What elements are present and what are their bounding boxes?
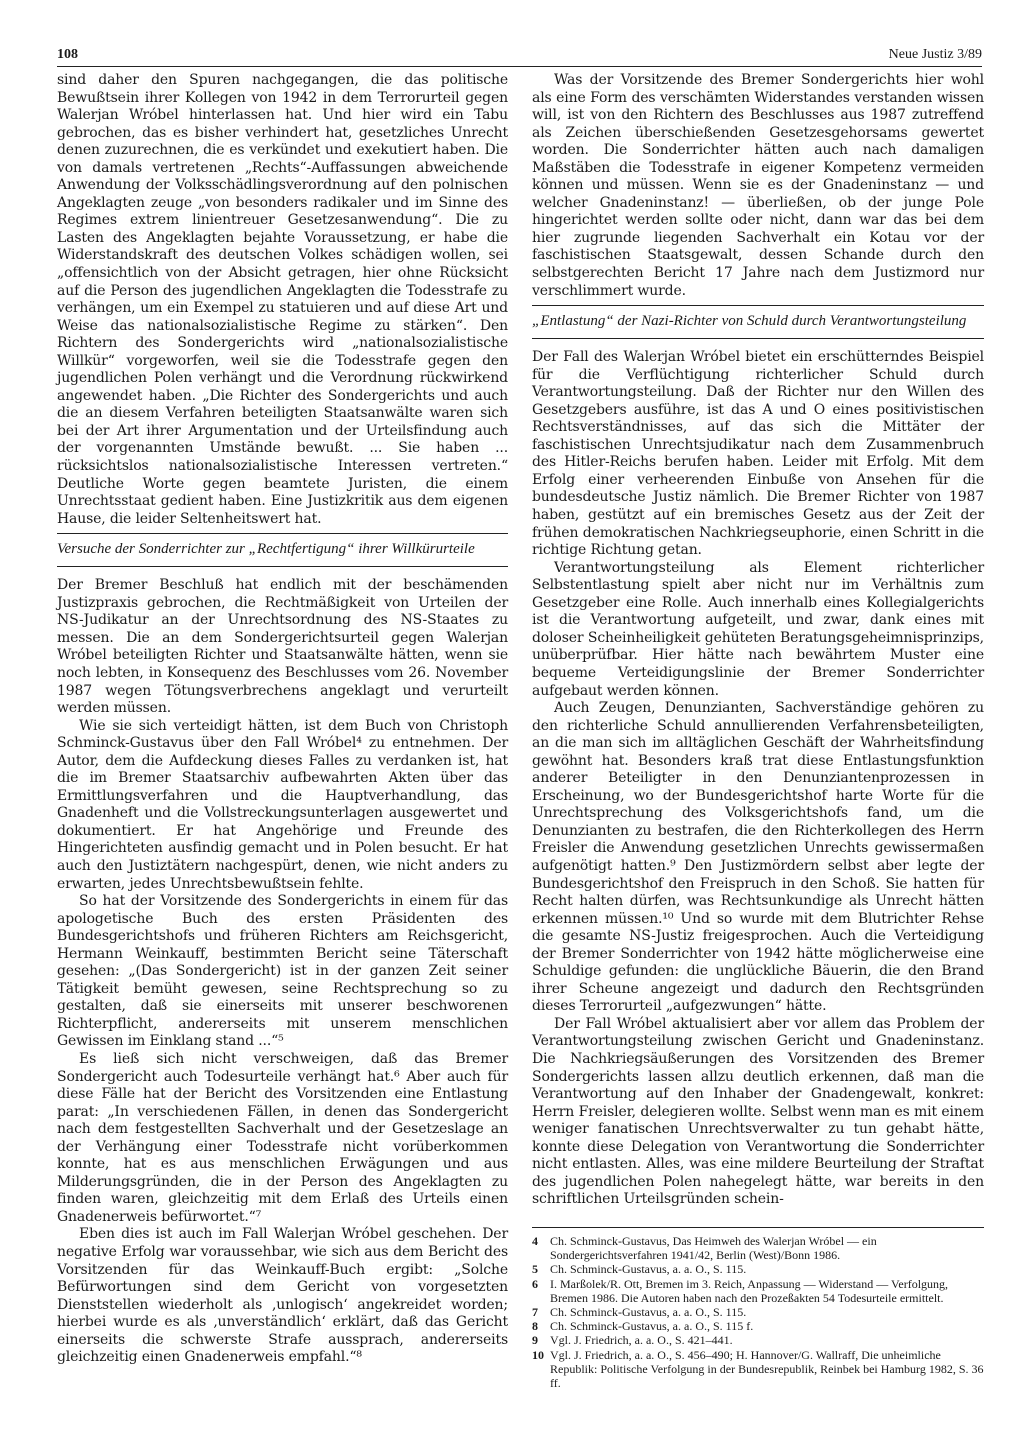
page-header [57, 47, 982, 67]
right-paragraph-3: Verantwortungsteilung als Element richterlicher Selbstentlastung spielt aber nicht nur im Verhältnis zum Gesetzgeber eine Rolle. Auch innerhalb eines Kollegialgerichts ist die Verantwortung aufgeteilt, und zwar, dank eines mit doloser Scheinheiligkeit gehüteten Beratungsgeheimnisprinzips, unüberprüfbar. Hier hätte nach bewährtem Muster eine bequeme Verteidigungslinie der Bremer Sonderrichter aufgebaut werden können. [532, 559, 984, 699]
page-number: 108 [57, 47, 78, 62]
footnote-item [532, 1333, 984, 1347]
right-paragraph-5: Der Fall Wróbel aktualisiert aber vor allem das Problem der Verantwortungsteilung zwischen Gericht und Gnadeninstanz. Die Nachkriegsäußerungen des Vorsitzenden des Bremer Sondergerichts lassen allzu deutlich erkennen, daß man die Verantwortung auf den Inhaber der Gnadengewalt, konkret: Herrn Freisler, delegieren wollte. Selbst wenn man es mit einem weniger fanatischen Unrechtsverwalter zu tun gehabt hätte, konnte diese Delegation von Verantwortung die Sonderrichter nicht entlasten. Alles, was eine mildere Beurteilung der Straftat des jugendlichen Polen nahegelegt hätte, war bereits in den schriftlichen Urteilsgründen schein- [532, 1015, 984, 1208]
footnote-number: 6 [532, 1276, 538, 1291]
footnote-text: Vgl. J. Friedrich, a. a. O., S. 456–490; H. Hannover/G. Wallraff, Die unheimliche Republik: Politische Verfolgung in der Bundesrepublik, Reinbek bei Hamburg 1982, S. 36 ff. [550, 1347, 984, 1390]
left-section-heading: Versuche der Sonderrichter zur „Rechtfertigung“ ihrer Willkürurteile [57, 541, 475, 558]
right-section-rule-top [532, 305, 984, 306]
footnote-text: Ch. Schminck-Gustavus, Das Heimweh des Walerjan Wróbel — ein Sondergerichtsverfahren 1941/42, Berlin (West)/Bonn 1986. [550, 1233, 877, 1263]
footnote-number: 10 [532, 1347, 544, 1362]
left-paragraph-6: Eben dies ist auch im Fall Walerjan Wróbel geschehen. Der negative Erfolg war voraussehbar, wie sich aus dem Bericht des Vorsitzenden für das Weinkauff-Buch ergibt: „Solche Befürwortungen sind dem Gericht von vorgesetzten Dienststellen wiederholt als ‚unlogisch‘ angekreidet worden; hierbei wurde es als ‚unverständlich‘ erklärt, daß das Gericht einerseits die schwerste Strafe aussprach, andererseits gleichzeitig einen Gnadenerweis empfahl.“⁸ [57, 1226, 508, 1366]
left-column [57, 72, 508, 1367]
left-section-rule-bottom [57, 566, 508, 567]
footnote-item [532, 1319, 984, 1333]
journal-title: Neue Justiz 3/89 [888, 47, 982, 62]
right-section-heading: „Entlastung“ der Nazi-Richter von Schuld durch Verantwortungsteilung [532, 313, 967, 330]
footnote-item [532, 1305, 984, 1319]
footnote-number: 9 [532, 1333, 538, 1348]
footnote-text: Vgl. J. Friedrich, a. a. O., S. 421–441. [550, 1333, 733, 1348]
footnotes [532, 1234, 984, 1390]
footnote-item [532, 1277, 984, 1305]
footnote-text: Ch. Schminck-Gustavus, a. a. O., S. 115. [550, 1262, 747, 1277]
right-section-rule-bottom [532, 338, 984, 339]
left-paragraph-4: So hat der Vorsitzende des Sondergerichts in einem für das apologetische Buch des ersten Präsidenten des Bundesgerichtshofs und früheren Richters am Reichsgericht, Hermann Weinkauff, bestimmten Bericht seine Täterschaft gesehen: „(Das Sondergericht) ist in der ganzen Zeit seiner Tätigkeit bemüht gewesen, seine Rechtsprechung so zu gestalten, daß sie einerseits mit unserer beschworenen Richterpflicht, andererseits mit unserem menschlichen Gewissen im Einklang stand ...“⁵ [57, 893, 508, 1050]
footnote-number: 5 [532, 1262, 538, 1277]
right-paragraph-2: Der Fall des Walerjan Wróbel bietet ein erschütterndes Beispiel für die Verflüchtigung richterlicher Schuld durch Verantwortungsteilung. Daß der Richter nur den Willen des Gesetzgebers ausführe, ist das A und O eines positivistischen Rechtsverständnisses, auf das sich die Mittäter der faschistischen Unrechtsjudikatur nach dem Zusammenbruch des Hitler-Reichs berufen haben. Leider mit Erfolg. Mit dem Erfolg einer verheerenden Einbuße von Ansehen für die bundesdeutsche Justiz nämlich. Die Bremer Richter von 1987 haben, gestützt auf ein bremisches Gesetz aus der Zeit der frühen demokratischen Nachkriegseuphorie, einen Schritt in die richtige Richtung getan. [532, 349, 984, 559]
footnote-text: Ch. Schminck-Gustavus, a. a. O., S. 115. [550, 1304, 747, 1319]
footnote-item [532, 1262, 984, 1276]
footnote-number: 8 [532, 1319, 538, 1334]
footnote-number: 4 [532, 1233, 538, 1248]
footnote-item [532, 1234, 984, 1262]
footnote-number: 7 [532, 1304, 538, 1319]
left-paragraph-1: sind daher den Spuren nachgegangen, die das politische Bewußtsein ihrer Kollegen von 1942 in dem Terrorurteil gegen Walerjan Wróbel hinterlassen hat. Und hier wird ein Tabu gebrochen, das es bisher verhindert hat, gesetzliches Unrecht denen zuzurechnen, die es verkündet und exekutiert haben. Die von damals vertretenen „Rechts“-Auffassungen abweichende Anwendung der Volksschädlingsverordnung auf den polnischen Angeklagten zeuge „von besonders radikaler und im Sinne des Regimes extrem linientreuer Gesetzesanwendung“. Die zu Lasten des Angeklagten bejahte Voraussetzung, er habe die Widerstandskraft des deutschen Volkes schädigen wollen, sei „offensichtlich von der Absicht getragen, hier ohne Rücksicht auf die Person des jugendlichen Angeklagten die Todesstrafe zu verhängen, um ein Exempel zu statuieren und auf diese Art und Weise das nationalsozialistische Regime zu stärken“. Den Richtern des Sondergerichts wird „nationalsozialistische Willkür“ vorgeworfen, weil sie die Todesstrafe gegen den jugendlichen Polen verhängt und die Verordnung rückwirkend angewendet haben. „Die Richter des Sondergerichts und auch die an diesem Verfahren beteiligten Staatsanwälte waren sich bei der Art ihrer Argumentation und der Urteilsfindung auch der vorgenannten Umstände bewußt. ... Sie haben ... rücksichtslos nationalsozialistische Interessen vertreten.“ Deutliche Worte gegen beamtete Juristen, die einem Unrechtsstaat gedient haben. Eine Justizkritik aus dem eigenen Hause, die leider Seltenheitswert hat. [57, 72, 508, 527]
right-paragraph-1: Was der Vorsitzende des Bremer Sondergerichts hier wohl als eine Form des verschämten Widerstandes verstanden wissen will, ist von den Richtern des Beschlusses aus 1987 zutreffend als Zeichen überschießenden Gesetzesgehorsams gewertet worden. Die Sonderrichter hätten auch nach damaligen Maßstäben die Todesstrafe in eigener Kompetenz vermeiden können und müssen. Wenn sie es der Gnadeninstanz — und welcher Gnadeninstanz! — überließen, ob der junge Pole hingerichtet werden sollte oder nicht, dann war das bei dem hier zugrunde liegenden Sachverhalt ein Kotau vor der faschistischen Staatsgewalt, dessen Schande durch den selbstgerechten Bericht 17 Jahre nach dem Justizmord nur verschlimmert wurde. [532, 72, 984, 299]
header-rule [57, 66, 982, 67]
footnote-text: I. Marßolek/R. Ott, Bremen im 3. Reich, Anpassung — Widerstand — Verfolgung, Bremen 1986. Die Autoren haben nach den Prozeßakten 54 Todesurteile ermittelt. [550, 1276, 949, 1305]
left-paragraph-2: Der Bremer Beschluß hat endlich mit der beschämenden Justizpraxis gebrochen, die Rechtmäßigkeit von Urteilen der NS-Judikatur an der Unrechtsordnung des NS-Staates zu messen. Die an dem Sondergerichtsurteil gegen Walerjan Wróbel beteiligten Richter und Staatsanwälte hätten, wenn sie noch lebten, in Konsequenz des Beschlusses vom 26. November 1987 wegen Tötungsverbrechens angeklagt und verurteilt werden müssen. [57, 577, 508, 717]
footnote-rule [532, 1227, 984, 1228]
footnote-item [532, 1348, 984, 1391]
right-paragraph-4: Auch Zeugen, Denunzianten, Sachverständige gehören zu den richterliche Schuld annullierenden Verfahrensbeteiligten, an die man sich im alltäglichen Geschäft der Wahrheitsfindung gewöhnt hat. Besonders kraß trat diese Entlastungsfunktion anderer Beteiligter in den Denunziantenprozessen in Erscheinung, wo der Bundesgerichtshof harte Worte für die Unrechtsprechung des Volksgerichtshofs fand, um die Denunzianten zu bestrafen, die den Richterkollegen des Herrn Freisler die Anwendung gesetzlichen Unrechts gewissermaßen aufgenötigt hatten.⁹ Den Justizmördern selbst aber legte der Bundesgerichtshof den Freispruch in den Schoß. Sie hatten für Recht halten dürfen, was Rechtsunkundige als Unrecht hätten erkennen müssen.¹⁰ Und so wurde mit dem Blutrichter Rehse die gesamte NS-Justiz freigesprochen. Auch die Verteidigung der Bremer Sonderrichter von 1942 hätte möglicherweise eine Schuldige gefunden: die unglückliche Bäuerin, die den Brand ihrer Scheune angezeigt und dadurch den Rechtsgründen dieses Terrorurteil „aufgezwungen“ hätte. [532, 700, 984, 1015]
left-section-rule-top [57, 533, 508, 534]
left-paragraph-5: Es ließ sich nicht verschweigen, daß das Bremer Sondergericht auch Todesurteile verhängt hat.⁶ Aber auch für diese Fälle hat der Bericht des Vorsitzenden eine Entlastung parat: „In verschiedenen Fällen, in denen das Sondergericht nach dem festgestellten Sachverhalt und der Gesetzeslage an der Verhängung einer Todesstrafe nicht vorüberkommen konnte, hat es aus menschlichen Erwägungen und aus Milderungsgründen, die in der Person des Angeklagten zu finden waren, gleichzeitig mit dem Erlaß des Urteils einen Gnadenerweis befürwortet.“⁷ [57, 1050, 508, 1225]
right-column [532, 72, 984, 1390]
footnote-text: Ch. Schminck-Gustavus, a. a. O., S. 115 f. [550, 1319, 754, 1334]
left-paragraph-3: Wie sie sich verteidigt hätten, ist dem Buch von Christoph Schminck-Gustavus über den Fall Wróbel⁴ zu entnehmen. Der Autor, dem die Aufdeckung dieses Falles zu verdanken ist, hat die im Bremer Staatsarchiv aufbewahrten Akten über das Ermittlungsverfahren und die Hauptverhandlung, das Gnadenheft und die Vollstreckungsunterlagen ausgewertet und dokumentiert. Er hat Angehörige und Freunde des Hingerichteten ausfindig gemacht und in Polen besucht. Er hat auch den Justiztätern nachgespürt, denen, wie nicht anders zu erwarten, jedes Unrechtsbewußtsein fehlte. [57, 717, 508, 892]
